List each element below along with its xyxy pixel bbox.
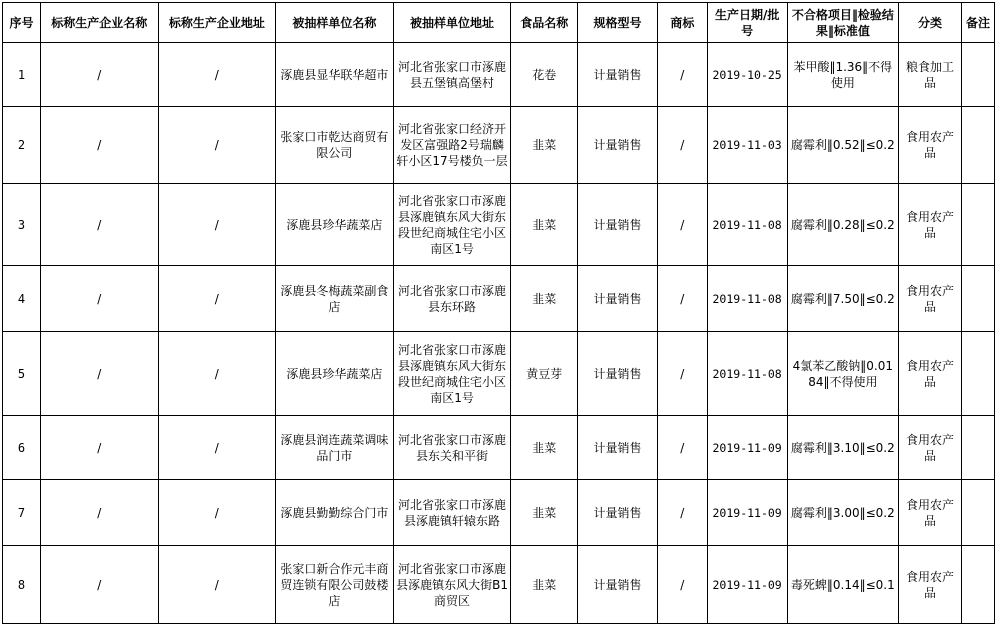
cell-date: 2019-11-08 (707, 266, 787, 332)
cell-category: 食用农产品 (899, 480, 962, 546)
cell-category: 粮食加工品 (899, 43, 962, 107)
cell-remark (961, 480, 994, 546)
cell-spec: 计量销售 (578, 107, 658, 184)
cell-mfr-addr: / (158, 266, 276, 332)
cell-food: 韭菜 (511, 266, 578, 332)
col-header-remark: 备注 (961, 3, 994, 43)
cell-spec: 计量销售 (578, 332, 658, 416)
cell-food: 黄豆芽 (511, 332, 578, 416)
cell-sampled-name: 张家口市乾达商贸有限公司 (276, 107, 394, 184)
cell-brand: / (657, 332, 707, 416)
col-header-date: 生产日期/批号 (707, 3, 787, 43)
col-header-seq: 序号 (3, 3, 41, 43)
cell-remark (961, 266, 994, 332)
table-row (3, 416, 995, 480)
table-row (3, 107, 995, 184)
cell-seq: 3 (3, 184, 41, 266)
col-header-item: 不合格项目‖检验结果‖标准值 (787, 3, 899, 43)
cell-spec: 计量销售 (578, 266, 658, 332)
cell-sampled-addr: 河北省张家口市涿鹿县涿鹿镇东风大街东段世纪商城住宅小区南区1号 (393, 332, 511, 416)
cell-sampled-addr: 河北省张家口市涿鹿县东环路 (393, 266, 511, 332)
cell-sampled-name: 涿鹿县显华联华超市 (276, 43, 394, 107)
cell-remark (961, 107, 994, 184)
cell-food: 韭菜 (511, 480, 578, 546)
col-header-sampled-name: 被抽样单位名称 (276, 3, 394, 43)
table-row (3, 43, 995, 107)
cell-mfr-name: / (40, 480, 158, 546)
inspection-table (2, 2, 995, 624)
cell-date: 2019-11-09 (707, 546, 787, 624)
cell-category: 食用农产品 (899, 416, 962, 480)
cell-item: 腐霉利‖3.10‖≤0.2 (787, 416, 899, 480)
cell-brand: / (657, 107, 707, 184)
col-header-mfr-name: 标称生产企业名称 (40, 3, 158, 43)
cell-item: 苯甲酸‖1.36‖不得使用 (787, 43, 899, 107)
cell-seq: 8 (3, 546, 41, 624)
cell-sampled-name: 张家口新合作元丰商贸连锁有限公司鼓楼店 (276, 546, 394, 624)
cell-mfr-name: / (40, 184, 158, 266)
cell-item: 腐霉利‖7.50‖≤0.2 (787, 266, 899, 332)
cell-item: 腐霉利‖0.28‖≤0.2 (787, 184, 899, 266)
cell-seq: 2 (3, 107, 41, 184)
cell-date: 2019-10-25 (707, 43, 787, 107)
cell-mfr-name: / (40, 332, 158, 416)
cell-sampled-addr: 河北省张家口市涿鹿县五堡镇高堡村 (393, 43, 511, 107)
col-header-food: 食品名称 (511, 3, 578, 43)
table-row (3, 332, 995, 416)
cell-seq: 7 (3, 480, 41, 546)
cell-food: 韭菜 (511, 546, 578, 624)
cell-mfr-addr: / (158, 184, 276, 266)
cell-sampled-addr: 河北省张家口市涿鹿县涿鹿镇东风大街东段世纪商城住宅小区南区1号 (393, 184, 511, 266)
cell-mfr-addr: / (158, 546, 276, 624)
cell-brand: / (657, 266, 707, 332)
col-header-category: 分类 (899, 3, 962, 43)
table-row (3, 266, 995, 332)
cell-spec: 计量销售 (578, 43, 658, 107)
cell-date: 2019-11-08 (707, 332, 787, 416)
cell-remark (961, 184, 994, 266)
cell-item: 毒死蜱‖0.14‖≤0.1 (787, 546, 899, 624)
cell-mfr-addr: / (158, 332, 276, 416)
cell-date: 2019-11-09 (707, 480, 787, 546)
cell-sampled-name: 涿鹿县勤勤综合门市 (276, 480, 394, 546)
col-header-brand: 商标 (657, 3, 707, 43)
table-row (3, 546, 995, 624)
cell-food: 韭菜 (511, 416, 578, 480)
header-row (3, 3, 995, 43)
cell-mfr-name: / (40, 266, 158, 332)
cell-category: 食用农产品 (899, 107, 962, 184)
cell-mfr-addr: / (158, 43, 276, 107)
cell-brand: / (657, 546, 707, 624)
table-row (3, 184, 995, 266)
table-row (3, 480, 995, 546)
cell-mfr-name: / (40, 546, 158, 624)
cell-mfr-addr: / (158, 416, 276, 480)
cell-sampled-name: 涿鹿县珍华蔬菜店 (276, 332, 394, 416)
cell-sampled-name: 涿鹿县珍华蔬菜店 (276, 184, 394, 266)
cell-mfr-name: / (40, 107, 158, 184)
cell-sampled-addr: 河北省张家口经济开发区富强路2号瑞麟轩小区17号楼负一层 (393, 107, 511, 184)
cell-sampled-addr: 河北省张家口市涿鹿县东关和平街 (393, 416, 511, 480)
cell-item: 4氯苯乙酸钠‖0.0184‖不得使用 (787, 332, 899, 416)
cell-spec: 计量销售 (578, 416, 658, 480)
cell-category: 食用农产品 (899, 332, 962, 416)
cell-spec: 计量销售 (578, 480, 658, 546)
report-sheet (2, 2, 995, 624)
cell-spec: 计量销售 (578, 546, 658, 624)
cell-food: 花卷 (511, 43, 578, 107)
cell-date: 2019-11-08 (707, 184, 787, 266)
cell-remark (961, 546, 994, 624)
cell-sampled-name: 涿鹿县冬梅蔬菜副食店 (276, 266, 394, 332)
cell-seq: 1 (3, 43, 41, 107)
cell-brand: / (657, 184, 707, 266)
cell-brand: / (657, 480, 707, 546)
cell-item: 腐霉利‖3.00‖≤0.2 (787, 480, 899, 546)
cell-date: 2019-11-09 (707, 416, 787, 480)
cell-sampled-addr: 河北省张家口市涿鹿县涿鹿镇轩辕东路 (393, 480, 511, 546)
cell-date: 2019-11-03 (707, 107, 787, 184)
cell-mfr-name: / (40, 416, 158, 480)
cell-spec: 计量销售 (578, 184, 658, 266)
cell-category: 食用农产品 (899, 266, 962, 332)
col-header-mfr-addr: 标称生产企业地址 (158, 3, 276, 43)
col-header-spec: 规格型号 (578, 3, 658, 43)
cell-seq: 6 (3, 416, 41, 480)
cell-brand: / (657, 416, 707, 480)
cell-remark (961, 416, 994, 480)
cell-sampled-addr: 河北省张家口市涿鹿县涿鹿镇东风大街B1商贸区 (393, 546, 511, 624)
cell-remark (961, 43, 994, 107)
cell-mfr-name: / (40, 43, 158, 107)
cell-food: 韭菜 (511, 107, 578, 184)
cell-item: 腐霉利‖0.52‖≤0.2 (787, 107, 899, 184)
cell-mfr-addr: / (158, 480, 276, 546)
col-header-sampled-addr: 被抽样单位地址 (393, 3, 511, 43)
cell-seq: 4 (3, 266, 41, 332)
cell-category: 食用农产品 (899, 184, 962, 266)
cell-food: 韭菜 (511, 184, 578, 266)
cell-sampled-name: 涿鹿县润连蔬菜调味品门市 (276, 416, 394, 480)
cell-category: 食用农产品 (899, 546, 962, 624)
cell-seq: 5 (3, 332, 41, 416)
cell-remark (961, 332, 994, 416)
cell-mfr-addr: / (158, 107, 276, 184)
cell-brand: / (657, 43, 707, 107)
